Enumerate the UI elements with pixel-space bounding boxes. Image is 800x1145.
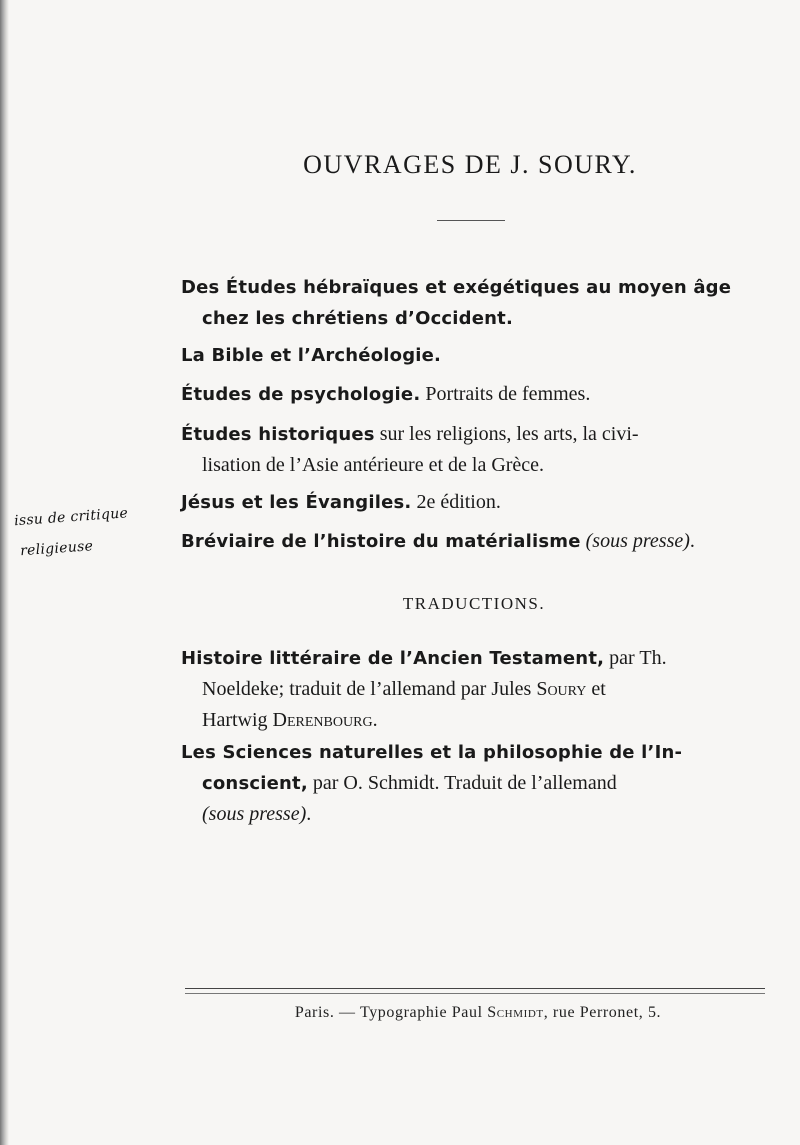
- work-title-continued: chez les chrétiens d’Occident.: [202, 308, 514, 329]
- translator-name: Soury: [536, 678, 587, 700]
- work-subtitle: sur les religions, les arts, la civi-: [379, 423, 639, 445]
- translation-credit-text: et: [586, 678, 606, 700]
- translation-author: par O. Schmidt. Traduit de l’allemand: [312, 772, 617, 794]
- margin-annotation-line-1: issu de critique: [13, 505, 129, 530]
- footer-rule: [185, 993, 765, 994]
- work-title: Des Études hébraïques et exégétiques au moyen âge: [181, 277, 732, 298]
- work-end-punct: .: [689, 530, 695, 552]
- work-edition: 2e édition.: [416, 491, 501, 513]
- work-status-note: (sous presse): [585, 530, 690, 552]
- translation-credit-line: [181, 674, 765, 705]
- printer-name: Schmidt: [487, 1004, 544, 1021]
- work-entry-4: [181, 419, 765, 481]
- work-subtitle: Portraits de femmes.: [425, 383, 591, 405]
- work-entry-1: [181, 272, 765, 334]
- page-title: OUVRAGES DE J. SOURY.: [303, 150, 637, 179]
- translation-author: par Th.: [609, 647, 667, 669]
- margin-annotation-line-2: religieuse: [19, 538, 94, 560]
- work-title: Bréviaire de l’histoire du matérialisme: [181, 531, 581, 552]
- imprint-text: , rue Perronet, 5.: [543, 1004, 662, 1021]
- translation-status-note: (sous presse): [202, 803, 307, 825]
- work-title: Études historiques: [181, 424, 375, 445]
- work-subtitle-continued: lisation de l’Asie antérieure et de la Grèce.: [202, 454, 545, 476]
- work-entry-5: [181, 487, 765, 518]
- imprint-text: Paris. — Typographie Paul: [294, 1004, 488, 1021]
- translation-end-punct: .: [306, 803, 312, 825]
- translation-credit-text: .: [372, 709, 378, 731]
- translations-heading: TRADUCTIONS.: [402, 594, 546, 613]
- translation-entry-2: [181, 737, 765, 830]
- work-title: Jésus et les Évangiles.: [181, 492, 412, 513]
- work-entry-6: [181, 526, 765, 557]
- work-title: La Bible et l’Archéologie.: [181, 345, 442, 366]
- translation-title-continued: conscient,: [202, 773, 308, 794]
- translation-title: Histoire littéraire de l’Ancien Testament,: [181, 648, 605, 669]
- work-title: Études de psychologie.: [181, 384, 421, 405]
- translator-name: Derenbourg: [272, 709, 373, 731]
- work-entry-2: [181, 340, 765, 371]
- translation-title: Les Sciences naturelles et la philosophie de l’In-: [181, 742, 683, 763]
- work-entry-3: [181, 379, 765, 410]
- translation-credit-text: Hartwig: [202, 709, 273, 731]
- title-divider: [437, 220, 505, 221]
- footer-rule: [185, 988, 765, 989]
- translation-credit-text: Noeldeke; traduit de l’allemand par Jules: [202, 678, 537, 700]
- printer-imprint: [180, 1004, 776, 1022]
- translation-credit-line: [181, 705, 765, 736]
- translation-entry-1: [181, 643, 765, 736]
